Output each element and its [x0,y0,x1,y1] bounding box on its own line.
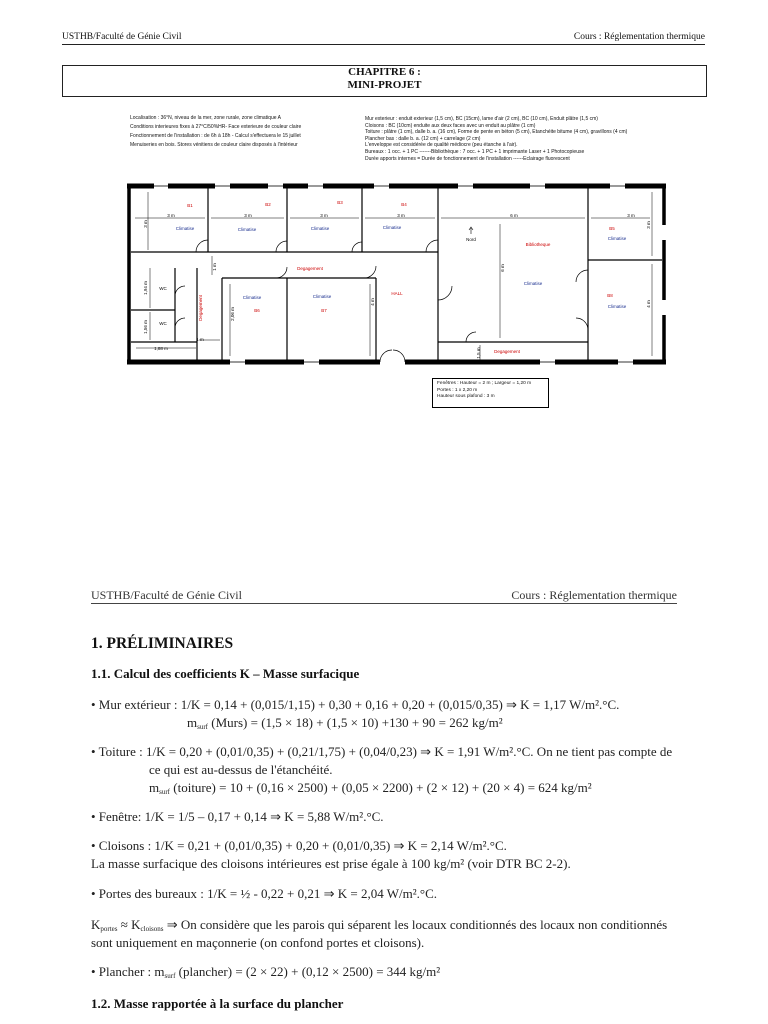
label-climatise: Climatise [523,281,543,286]
dim-label: 3 m [397,213,405,218]
header-left: USTHB/Faculté de Génie Civil [62,32,182,42]
dim-label: 6 m [510,213,518,218]
doc-header-left: USTHB/Faculté de Génie Civil [91,588,242,602]
mur-masse: $m_{surf}$ (Murs) = (1,5 × 18) + (1,5 × 10) +130 + 90 = 262 kg/m² [187,715,503,731]
dim-label: 3 m [143,220,148,228]
room-b4: B4 [401,202,407,207]
plan-legend [432,378,549,408]
note-line: Menuiseries en bois. Stores vénitiens de couleur claire disposés à l'intérieur [130,142,298,148]
room-b8: B8 [607,293,613,298]
portes-k: • Portes des bureaux : 1/K = ½ - 0,22 + 0,21 ⇒ K = 2,04 W/m².°C. [91,886,437,901]
dim-label: 3 m [627,213,635,218]
label-climatise: Climatise [242,295,262,300]
chapter-title: CHAPITRE 6 : [348,66,421,78]
label-climatise: Climatise [175,226,195,231]
kportes-line: $K_{portes} \approx K_{cloisons}$ ⇒ On considère que les parois qui séparent les locaux conditionnés des locaux non conditionnés [91,917,668,933]
dim-label: 1 m [196,337,204,342]
note-line: Plancher bas : dalle b. a. (12 cm) + carrelage (2 cm) [365,135,481,142]
label-climatise: Climatise [607,304,627,309]
label-bibliotheque: Bibliotheque [525,242,551,247]
note-line: Cloisons : BC (10cm) enduite aux deux faces avec un enduit au plâtre (1 cm) [365,122,536,129]
label-climatise: Climatise [382,225,402,230]
doc-header-right: Cours : Réglementation thermique [511,588,677,602]
dim-label: 3 m [320,213,328,218]
dim-label: 1,94 m [143,281,148,295]
note-line: Conditions interieures fixes à 27°C/50%HR- Face exterieure de couleur claire [130,124,302,130]
dim-label: 1,56 m [143,320,148,334]
kportes-line2: sont uniquement en maçonnerie (on confond portes et cloisons). [91,935,425,950]
note-line: L'enveloppe est considérée de qualité médiocre (peu étanche à l'air). [365,142,518,149]
label-degagement: Degagement [198,295,203,321]
label-nord: Nord [466,237,476,242]
dim-label: 3 m [244,213,252,218]
subsection-heading: 1.1. Calcul des coefficients K – Masse surfacique [91,666,360,681]
dim-label: 6 m [500,264,505,272]
section-heading: 1. PRÉLIMINAIRES [91,635,234,652]
dim-label: 3 m [646,221,651,229]
dim-label: 4 m [370,298,375,306]
label-climatise: Climatise [312,294,332,299]
doc-header-rule [91,603,677,604]
note-line: Durée apports internes = Durée de fonctionnement de l'installation ------Eclairage fluorescent [365,155,570,162]
toiture-masse: $m_{surf}$ (toiture) = 10 + (0,16 × 2500) + (0,05 × 2200) + (2 × 12) + (20 × 4) = 624 kg/m² [149,780,592,796]
dim-label: 1,88 m [154,346,168,351]
room-b5: B5 [609,226,615,231]
room-b1: B1 [187,203,193,208]
dim-label: 3 m [167,213,175,218]
mur-k: • Mur extérieur : 1/K = 0,14 + (0,015/1,15) + 0,30 + 0,16 + 0,20 + (0,015/0,35) ⇒ K = 1,17 W/m².°C. [91,697,620,712]
label-climatise: Climatise [237,227,257,232]
dim-label: 1 m [212,263,217,271]
room-b2: B2 [265,202,271,207]
plancher-masse: • Plancher : $m_{surf}$ (plancher) = (2 × 22) + (0,12 × 2500) = 344 kg/m² [91,964,441,980]
label-degagement: Degagement [494,349,520,354]
cloisons-k: • Cloisons : 1/K = 0,21 + (0,01/0,35) + 0,20 + (0,01/0,35) ⇒ K = 2,14 W/m².°C. [91,838,507,853]
toiture-note: ce qui est au-dessus de l'étanchéité. [149,762,333,777]
legend-line: Fenêtres : Hauteur = 2 m ; Largeur = 1,20 m [437,381,532,386]
cloisons-masse: La masse surfacique des cloisons intérieures est prise égale à 100 kg/m² (voir DTR BC 2-2). [91,856,571,871]
floor-plan [0,0,768,420]
legend-line: Portes : 1 x 2,20 m [437,387,478,393]
room-b6: B6 [254,308,260,313]
note-line: Toiture : plâtre (1 cm), dalle b. a. (16 cm), Forme de pente en béton (5 cm), Etanchéite bitume (4 cm), gravillons (4 cm) [365,129,628,136]
note-line: Bureaux : 1 occ. + 1 PC -------Bibliothèque : 7 occ. + 1 PC + 1 imprimante Laser + 1 Photocopieuse [365,148,585,155]
label-climatise: Climatise [310,226,330,231]
fenetre-k: • Fenêtre: 1/K = 1/5 – 0,17 + 0,14 ⇒ K = 5,88 W/m².°C. [91,809,384,824]
dim-label: 4 m [646,300,651,308]
dim-label: 1,5 m [476,347,481,359]
header-right: Cours : Réglementation thermique [573,32,705,42]
room-b3: B3 [337,200,343,205]
note-line: Fonctionnement de l'installation : de 6h à 18h - Calcul s'effectuera le 15 juillet [130,133,301,139]
note-line: Mur exterieur : enduit exterieur (1,5 cm), BC (15cm), lame d'air (2 cm), BC (10 cm), Enduit plâtre (1,5 cm) [365,116,598,122]
note-line: Localisation : 36°N, niveau de la mer, zone rurale, zone climatique A [130,115,281,121]
label-hall: HALL [391,291,403,296]
dim-label: 2,06 m [230,307,235,321]
legend-line: Hauteur sous plafond : 3 m [437,394,495,400]
chapter-subtitle: MINI-PROJET [347,79,422,91]
label-wc: WC [159,321,167,326]
subsection-heading: 1.2. Masse rapportée à la surface du plancher [91,996,344,1011]
room-b7: B7 [321,308,327,313]
toiture-k: • Toiture : 1/K = 0,20 + (0,01/0,35) + (0,21/1,75) + (0,04/0,23) ⇒ K = 1,91 W/m².°C. On ne tient pas compte de [91,744,673,759]
label-wc: WC [159,286,167,291]
label-degagement: Degagement [297,266,323,271]
label-climatise: Climatise [607,236,627,241]
